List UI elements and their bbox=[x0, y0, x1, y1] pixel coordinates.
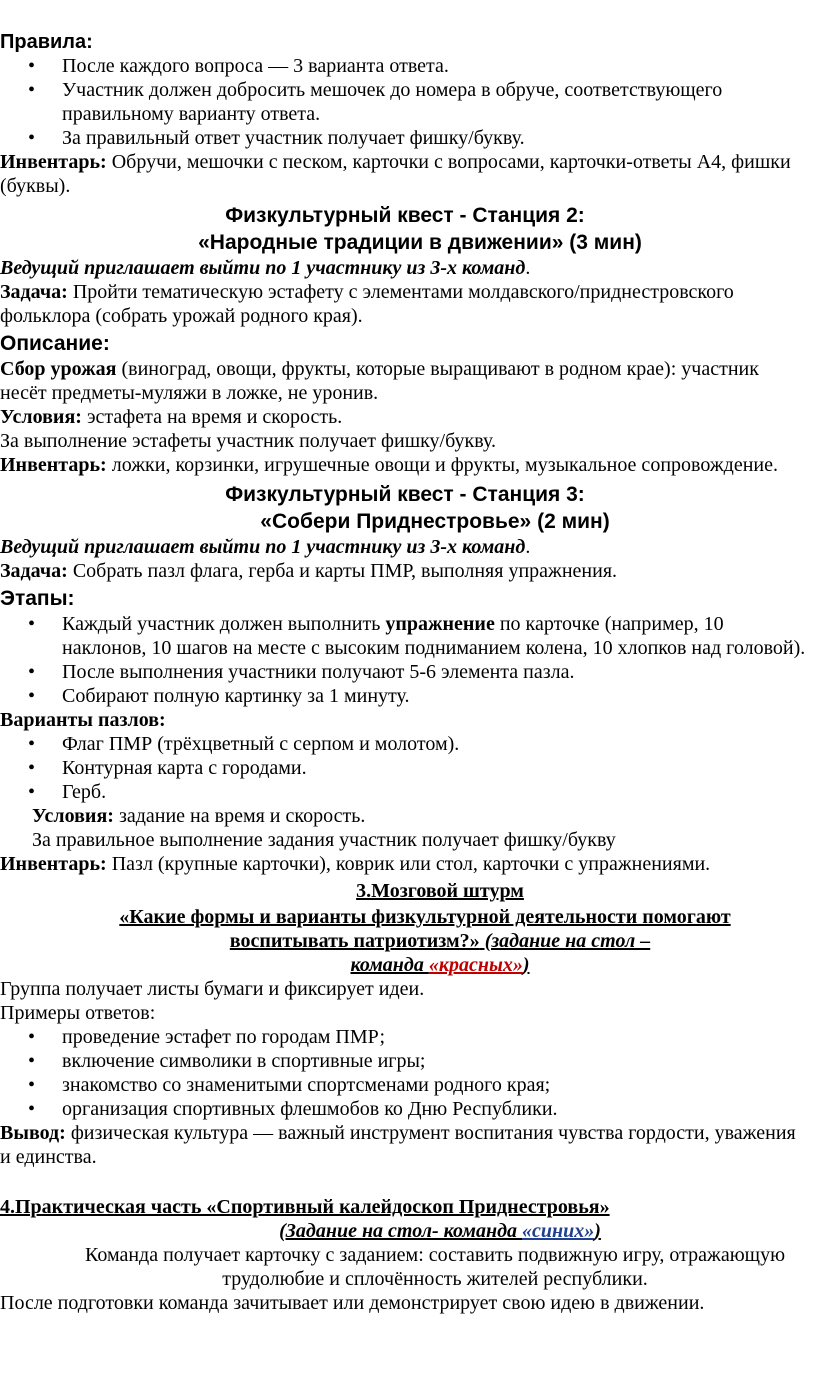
list-item: • Контурная карта с городами. bbox=[0, 756, 810, 780]
list-item: • Флаг ПМР (трёхцветный с серпом и молотом). bbox=[0, 732, 810, 756]
brainstorm-question-line1: «Какие формы и варианты физкультурной деятельности помогают bbox=[119, 906, 731, 928]
stages-list bbox=[0, 612, 810, 708]
conditions-text: эстафета на время и скорость. bbox=[81, 406, 343, 428]
team-blue: «синих» bbox=[522, 1220, 595, 1242]
station2-conditions bbox=[0, 405, 810, 429]
brainstorm-intro: Группа получает листы бумаги и фиксирует идеи. bbox=[0, 978, 425, 1000]
conditions-text: задание на время и скорость. bbox=[113, 805, 366, 827]
station2-title-line1: Физкультурный квест - Станция 2: bbox=[225, 204, 585, 227]
team-red: «красных» bbox=[428, 954, 523, 976]
task-text: Собрать пазл флага, герба и карты ПМР, выполняя упражнения. bbox=[67, 560, 618, 582]
task-text: Пройти тематическую эстафету с элементами молдавского/приднестровского фольклора (собрать урожай родного края). bbox=[0, 281, 734, 327]
list-item: • После выполнения участники получают 5-6 элемента пазла. bbox=[0, 660, 810, 684]
host-text: Ведущий приглашает выйти по 1 участнику из 3-х команд bbox=[0, 257, 526, 279]
question-text: воспитывать патриотизм?» bbox=[229, 930, 480, 952]
station3-title-line1: Физкультурный квест - Станция 3: bbox=[225, 483, 585, 506]
rules-title: Правила: bbox=[0, 31, 93, 53]
practical-line2: После подготовки команда зачитывает или демонстрирует свою идею в движении. bbox=[0, 1292, 705, 1314]
list-item bbox=[0, 612, 810, 660]
harvest-text: (виноград, овощи, фрукты, которые выращивают в родном крае): участник несёт предметы-муляжи в ложке, не уронив. bbox=[0, 358, 759, 404]
list-item: • знакомство со знаменитыми спортсменами родного края; bbox=[0, 1073, 810, 1097]
practical-title: 4.Практическая часть «Спортивный калейдоскоп Приднестровья» bbox=[0, 1196, 610, 1218]
host-period: . bbox=[525, 257, 531, 279]
stage1-bold: упражнение bbox=[385, 613, 495, 635]
station3-conditions bbox=[0, 804, 810, 828]
brainstorm-team-line bbox=[0, 953, 810, 977]
team-close: ) bbox=[594, 1220, 601, 1242]
inventory-label: Инвентарь: bbox=[0, 454, 107, 476]
list-item: • включение символики в спортивные игры; bbox=[0, 1049, 810, 1073]
station3-stages-title: Этапы: bbox=[0, 587, 75, 610]
inventory-label: Инвентарь: bbox=[0, 853, 107, 875]
station2-host bbox=[0, 256, 810, 280]
conclusion-text: физическая культура — важный инструмент воспитания чувства гордости, уважения и единства. bbox=[0, 1122, 796, 1168]
brainstorm-examples-title: Примеры ответов: bbox=[0, 1002, 156, 1024]
inventory-text: Обручи, мешочки с песком, карточки с вопросами, карточки-ответы А4, фишки (буквы). bbox=[0, 151, 791, 197]
list-item: • Герб. bbox=[0, 780, 810, 804]
station2-desc-title: Описание: bbox=[0, 332, 110, 355]
list-item: • После каждого вопроса — 3 варианта ответа. bbox=[0, 54, 810, 78]
inventory-text: ложки, корзинки, игрушечные овощи и фрукты, музыкальное сопровождение. bbox=[106, 454, 778, 476]
practical-task-line bbox=[0, 1219, 810, 1243]
station2-title-line2: «Народные традиции в движении» (3 мин) bbox=[198, 231, 642, 254]
task-note: (Задание на стол- команда bbox=[279, 1220, 522, 1242]
variants-title: Варианты пазлов: bbox=[0, 709, 166, 731]
team-prefix: команда bbox=[350, 954, 429, 976]
list-item: • Собирают полную картинку за 1 минуту. bbox=[0, 684, 810, 708]
conditions-label: Условия: bbox=[32, 805, 114, 827]
examples-list bbox=[0, 1025, 810, 1121]
station3-title-line2: «Собери Приднестровье» (2 мин) bbox=[260, 510, 610, 533]
stage1-rest: по карточке (например, 10 наклонов, 10 шагов на месте с высоким подниманием колена, 10 хлопков над головой). bbox=[62, 613, 806, 659]
station3-host bbox=[0, 535, 810, 559]
conditions-label: Условия: bbox=[0, 406, 82, 428]
practical-line1: Команда получает карточку с заданием: составить подвижную игру, отражающую трудолюбие и сплочённость жителей республики. bbox=[84, 1244, 786, 1290]
station3-inventory bbox=[0, 852, 810, 876]
stage1-text: Каждый участник должен выполнить bbox=[62, 613, 386, 635]
variants-list bbox=[0, 732, 810, 804]
station2-task bbox=[0, 280, 810, 328]
conclusion-label: Вывод: bbox=[0, 1122, 66, 1144]
station2-harvest bbox=[0, 357, 810, 405]
host-text: Ведущий приглашает выйти по 1 участнику из 3-х команд bbox=[0, 536, 526, 558]
brainstorm-title: 3.Мозговой штурм bbox=[356, 880, 524, 902]
rules-inventory bbox=[0, 150, 810, 198]
list-item: • За правильный ответ участник получает фишку/букву. bbox=[0, 126, 810, 150]
station2-reward: За выполнение эстафеты участник получает фишку/букву. bbox=[0, 430, 496, 452]
task-label: Задача: bbox=[0, 560, 68, 582]
list-item: • организация спортивных флешмобов ко Дню Республики. bbox=[0, 1097, 810, 1121]
rules-list bbox=[0, 54, 810, 150]
station3-task bbox=[0, 559, 810, 583]
team-close: ) bbox=[522, 954, 530, 976]
harvest-label: Сбор урожая bbox=[0, 358, 117, 380]
task-note: (задание на стол – bbox=[479, 930, 651, 952]
list-item: • проведение эстафет по городам ПМР; bbox=[0, 1025, 810, 1049]
brainstorm-conclusion bbox=[0, 1121, 810, 1169]
inventory-label: Инвентарь: bbox=[0, 151, 107, 173]
inventory-text: Пазл (крупные карточки), коврик или стол, карточки с упражнениями. bbox=[106, 853, 711, 875]
list-item: • Участник должен добросить мешочек до номера в обруче, соответствующего правильному варианту ответа. bbox=[0, 78, 810, 126]
station2-inventory bbox=[0, 453, 810, 477]
station3-reward: За правильное выполнение задания участник получает фишку/букву bbox=[32, 829, 616, 851]
host-period: . bbox=[525, 536, 531, 558]
task-label: Задача: bbox=[0, 281, 68, 303]
brainstorm-question-line2 bbox=[0, 929, 810, 953]
